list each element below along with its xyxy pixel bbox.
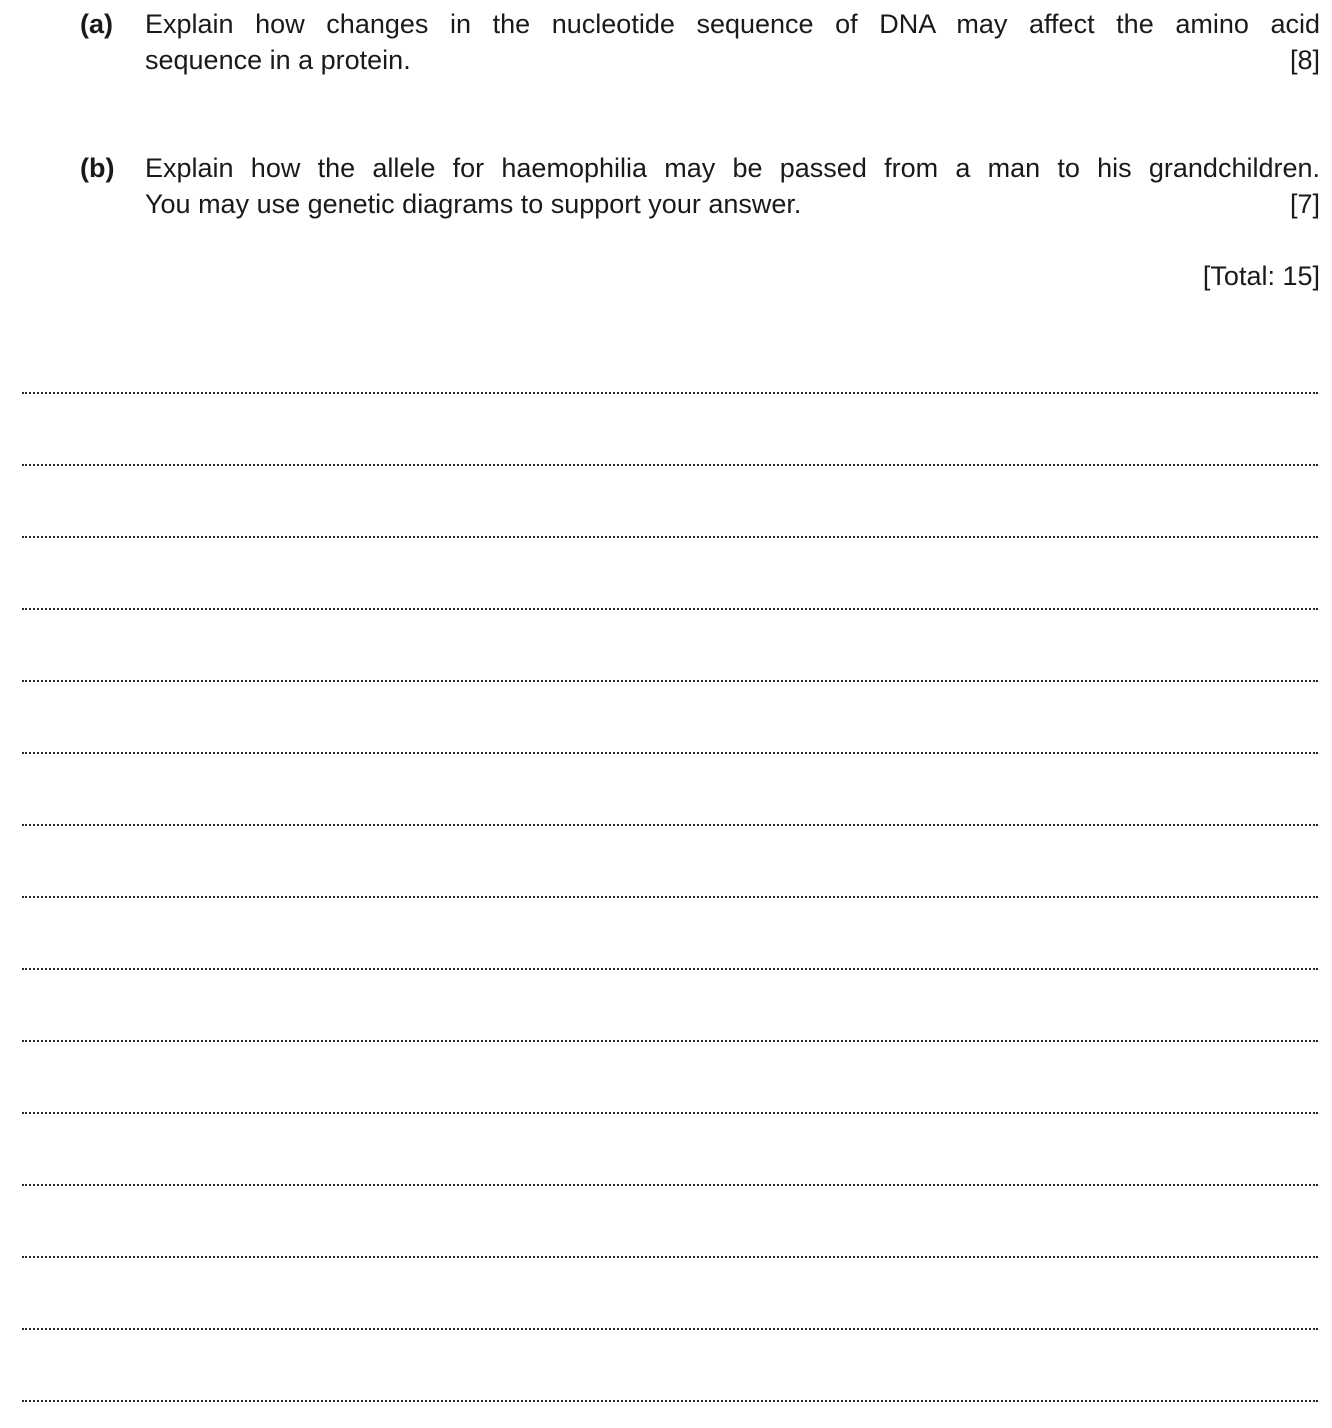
answer-line[interactable] [22,752,1318,754]
answer-line[interactable] [22,392,1318,394]
question-a-text-line-2: sequence in a protein. [145,45,411,75]
answer-line[interactable] [22,824,1318,826]
question-a-marks: [8] [1289,45,1320,75]
answer-line[interactable] [22,896,1318,898]
answer-line[interactable] [22,1256,1318,1258]
question-a-label: (a) [80,9,113,39]
total-marks: [Total: 15] [1202,261,1320,291]
answer-line[interactable] [22,1040,1318,1042]
answer-line[interactable] [22,464,1318,466]
answer-line[interactable] [22,680,1318,682]
question-b-label: (b) [80,153,115,183]
answer-line[interactable] [22,968,1318,970]
question-b-text-line-2: You may use genetic diagrams to support your answer. [145,189,802,219]
answer-line[interactable] [22,1400,1318,1402]
question-b-text-line-1: Explain how the allele for haemophilia may be passed from a man to his grandchildren. [145,153,1320,183]
answer-line[interactable] [22,536,1318,538]
answer-line[interactable] [22,608,1318,610]
question-a-text-line-1: Explain how changes in the nucleotide sequence of DNA may affect the amino acid [145,9,1320,39]
answer-line[interactable] [22,1328,1318,1330]
answer-line[interactable] [22,1112,1318,1114]
question-b-marks: [7] [1289,189,1320,219]
answer-line[interactable] [22,1184,1318,1186]
